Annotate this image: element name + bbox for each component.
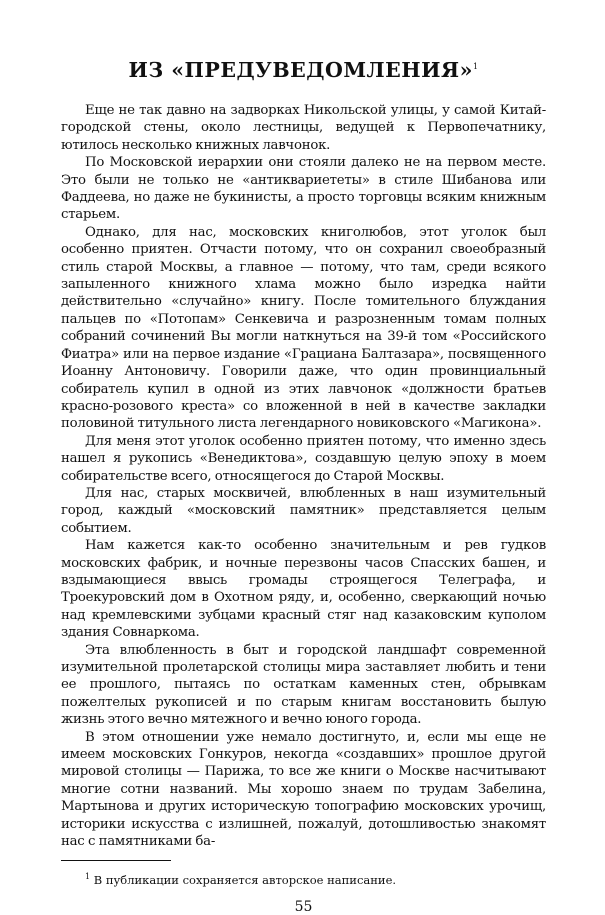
book-page	[61, 58, 546, 915]
paragraph-6: Нам кажется как-то особенно значительным и рев гудков московских фабрик, и ночные перезвоны часов Спасских башен, и вздымающиеся ввысь громады строящегося Телеграфа, и Троекуровский дом в Охотном ряду, и, особенно, сверкающий ночью над кремлевскими зубцами красный стяг над казаковским куполом здания Совнаркома.	[61, 538, 546, 641]
paragraph-3: Однако, для нас, московских книголюбов, этот уголок был особенно приятен. Отчасти потому, что он сохранил своеобразный стиль старой Москвы, а главное — потому, что там, среди всякого запыленного книжного хлама можно было изредка найти действительно «случайно» книгу. После томительного блуждания пальцев по «Потопам» Сенкевича и разрозненным томам полных собраний сочинений Вы могли наткнуться на 39-й том «Российского Фиатра» или на первое издание «Грациана Балтазара», посвященного Иоанну Антоновичу. Говорили даже, что один провинциальный собиратель купил в одной из этих лавчонок «должности братьев красно-розового креста» со вложенной в ней в качестве закладки половиной титульного листа легендарного новиковского «Магикона».	[61, 224, 546, 432]
page-title	[61, 58, 546, 82]
footnote	[61, 870, 546, 887]
footnote-text: В публикации сохраняется авторское написание.	[93, 873, 397, 888]
footnote-marker: 1	[85, 872, 91, 882]
paragraph-7: Эта влюбленность в быт и городской ландшафт современной изумительной пролетарской столицы мира заставляет любить и тени ее прошлого, пытаясь по остаткам каменных стен, обрывкам пожелтелых рукописей и по старым книгам восстановить былую жизнь этого вечно мятежного и вечно юного города.	[61, 642, 546, 728]
paragraph-2: По Московской иерархии они стояли далеко не на первом месте. Это были не только не «антиквариететы» в стиле Шибанова или Фаддеева, но даже не букинисты, а просто торговцы всяким книжным старьем.	[61, 155, 546, 223]
footnote-divider	[61, 860, 171, 861]
title-text: ИЗ «ПРЕДУВЕДОМЛЕНИЯ»	[128, 58, 473, 82]
paragraph-1: Еще не так давно на задворках Никольской улицы, у самой Китай-городской стены, около лестницы, ведущей к Первопечатнику, ютилось несколько книжных лавчонок.	[61, 103, 546, 153]
page-number: 55	[294, 899, 313, 915]
main-text	[61, 102, 546, 850]
paragraph-5: Для нас, старых москвичей, влюбленных в наш изумительный город, каждый «московский памятник» представляется целым событием.	[61, 485, 546, 536]
paragraph-4: Для меня этот уголок особенно приятен потому, что именно здесь нашел я рукопись «Венедиктова», создавшую целую эпоху в моем собирательстве всего, относящегося до Старой Москвы.	[61, 433, 546, 484]
paragraph-8: В этом отношении уже немало достигнуто, и, если мы еще не имеем московских Гонкуров, некогда «создавших» прошлое другой мировой столицы — Парижа, то все же книги о Москве насчитывают многие сотни названий. Мы хорошо знаем по трудам Забелина, Мартынова и других историческую топографию московских урочищ, историки искусства с излишней, пожалуй, дотошливостью знакомят нас с памятниками ба-	[61, 729, 546, 850]
title-footnote-ref: 1	[472, 62, 479, 72]
